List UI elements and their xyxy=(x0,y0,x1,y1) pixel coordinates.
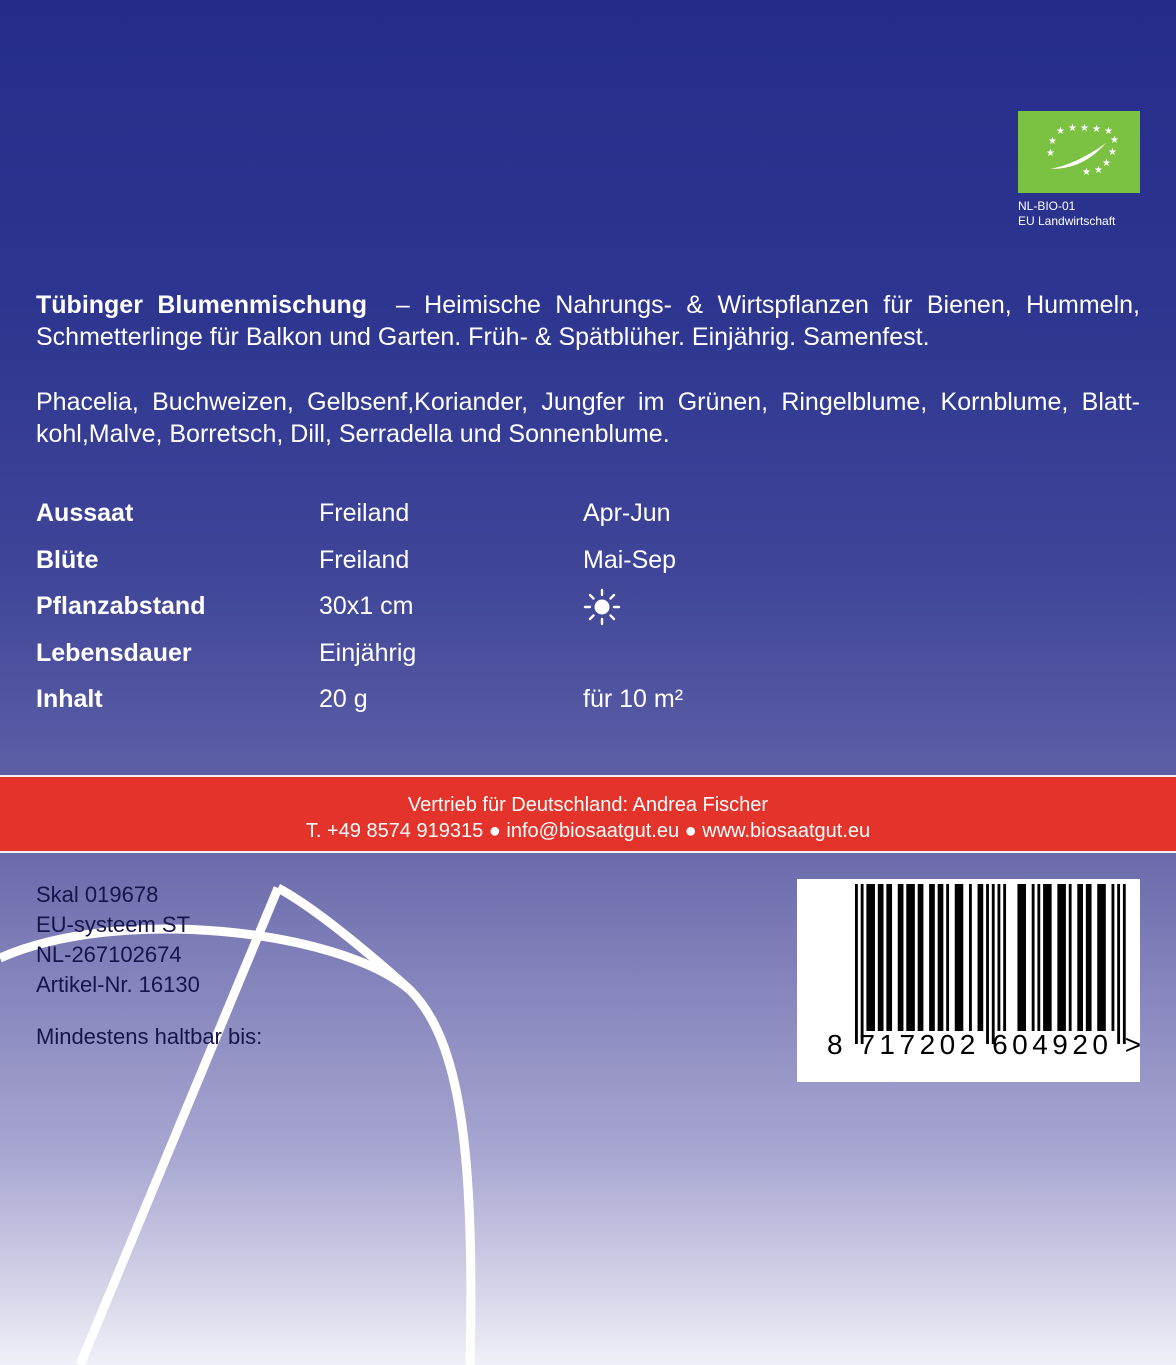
barcode-bar xyxy=(1086,884,1092,1031)
barcode-bar xyxy=(1032,884,1035,1031)
barcode-bar xyxy=(918,884,924,1031)
info-row-pflanzabstand xyxy=(36,591,936,621)
skal-number: Skal 019678 xyxy=(36,882,159,907)
svg-text:★: ★ xyxy=(1110,135,1119,146)
barcode-bar xyxy=(878,884,884,1031)
barcode-bar xyxy=(946,884,949,1031)
info-label: Blüte xyxy=(36,546,99,574)
svg-text:★: ★ xyxy=(1108,147,1117,158)
barcode-bar xyxy=(929,884,935,1031)
barcode-bar xyxy=(1003,884,1006,1031)
svg-text:★: ★ xyxy=(1092,124,1101,135)
info-row-lebensdauer xyxy=(36,638,936,668)
best-before-label: Mindestens haltbar bis: xyxy=(36,1024,263,1049)
info-value: Einjährig xyxy=(319,639,417,667)
info-value: 20 g xyxy=(319,685,368,713)
info-value: Freiland xyxy=(319,546,410,574)
barcode-bar xyxy=(855,884,858,1044)
eu-agriculture-origin: EU Landwirtschaft xyxy=(1018,214,1116,228)
svg-text:★: ★ xyxy=(1080,123,1089,134)
barcode-bar xyxy=(955,884,964,1031)
eu-organic-code xyxy=(1018,199,1115,229)
barcode-bar xyxy=(986,884,989,1044)
barcode-bar xyxy=(1037,884,1040,1031)
barcode-bar xyxy=(1112,884,1115,1031)
certification-info xyxy=(36,880,200,1000)
info-label: Inhalt xyxy=(36,685,103,713)
info-row-bluete xyxy=(36,545,936,575)
barcode-digits: 8 717202 604920 > xyxy=(827,1029,1146,1060)
eu-system: EU-systeem ST xyxy=(36,912,191,937)
svg-text:★: ★ xyxy=(1048,136,1057,147)
barcode-bar xyxy=(1069,884,1072,1031)
svg-text:★: ★ xyxy=(1068,123,1077,134)
info-row-aussaat xyxy=(36,498,936,528)
plant-list: Phacelia, Buchweizen, Gelbsenf,Koriander, Jungfer im Grünen, Ringelblume, Kornblume, Blatt-kohl,Malve, Borretsch, Dill, Serradella und Sonnenblume. xyxy=(36,388,1140,448)
barcode-bar xyxy=(898,884,904,1031)
svg-text:★: ★ xyxy=(1104,126,1113,137)
barcode-bar xyxy=(1017,884,1026,1031)
info-row-inhalt xyxy=(36,684,936,714)
info-label: Aussaat xyxy=(36,499,134,527)
info-period: Apr-Jun xyxy=(583,499,671,527)
barcode-bar xyxy=(1057,884,1066,1031)
barcode-bar xyxy=(992,884,995,1044)
article-number: Artikel-Nr. 16130 xyxy=(36,972,200,997)
sun-icon xyxy=(583,588,621,626)
eu-organic-leaf-logo xyxy=(1018,111,1140,193)
svg-text:★: ★ xyxy=(1046,148,1055,159)
barcode-bar xyxy=(978,884,984,1031)
svg-text:★: ★ xyxy=(1082,167,1091,178)
barcode-bar xyxy=(1097,884,1106,1031)
info-coverage: für 10 m² xyxy=(583,685,684,713)
barcode-bar xyxy=(998,884,1001,1031)
barcode-bar xyxy=(1043,884,1052,1031)
barcode-bar xyxy=(1077,884,1083,1031)
barcode-bar xyxy=(866,884,875,1031)
svg-text:★: ★ xyxy=(1094,165,1103,176)
nl-number: NL-267102674 xyxy=(36,942,182,967)
barcode-bar xyxy=(886,884,892,1031)
eu-control-body-code: NL-BIO-01 xyxy=(1018,199,1076,213)
info-value: 30x1 cm xyxy=(319,592,414,620)
barcode-bar xyxy=(938,884,944,1031)
product-description-text: – Heimische Nahrungs- & Wirtspflanzen für Bienen, Hummeln, Schmetterlinge für Balkon und Garten. Früh- & Spätblüher. Einjährig. Samenfest. xyxy=(36,291,1140,351)
distribution-band xyxy=(0,775,1176,853)
barcode-bar xyxy=(969,884,972,1031)
distributor-line: Vertrieb für Deutschland: Andrea Fischer xyxy=(407,794,769,816)
barcode-bar xyxy=(1123,884,1126,1044)
barcode-bar xyxy=(861,884,864,1044)
info-label: Pflanzabstand xyxy=(36,592,206,620)
svg-text:★: ★ xyxy=(1102,158,1111,169)
product-description xyxy=(36,289,1140,353)
info-period: Mai-Sep xyxy=(583,546,677,574)
barcode xyxy=(797,879,1146,1082)
info-value: Freiland xyxy=(319,499,410,527)
product-name: Tübinger Blumenmischung xyxy=(36,291,368,319)
barcode-bar xyxy=(1117,884,1120,1044)
barcode-bar xyxy=(906,884,915,1031)
contact-line: T. +49 8574 919315 ● info@biosaatgut.eu ● www.biosaatgut.eu xyxy=(305,820,871,842)
info-label: Lebensdauer xyxy=(36,639,192,667)
svg-text:★: ★ xyxy=(1056,126,1065,137)
eu-organic-leaf-icon xyxy=(1018,111,1140,193)
